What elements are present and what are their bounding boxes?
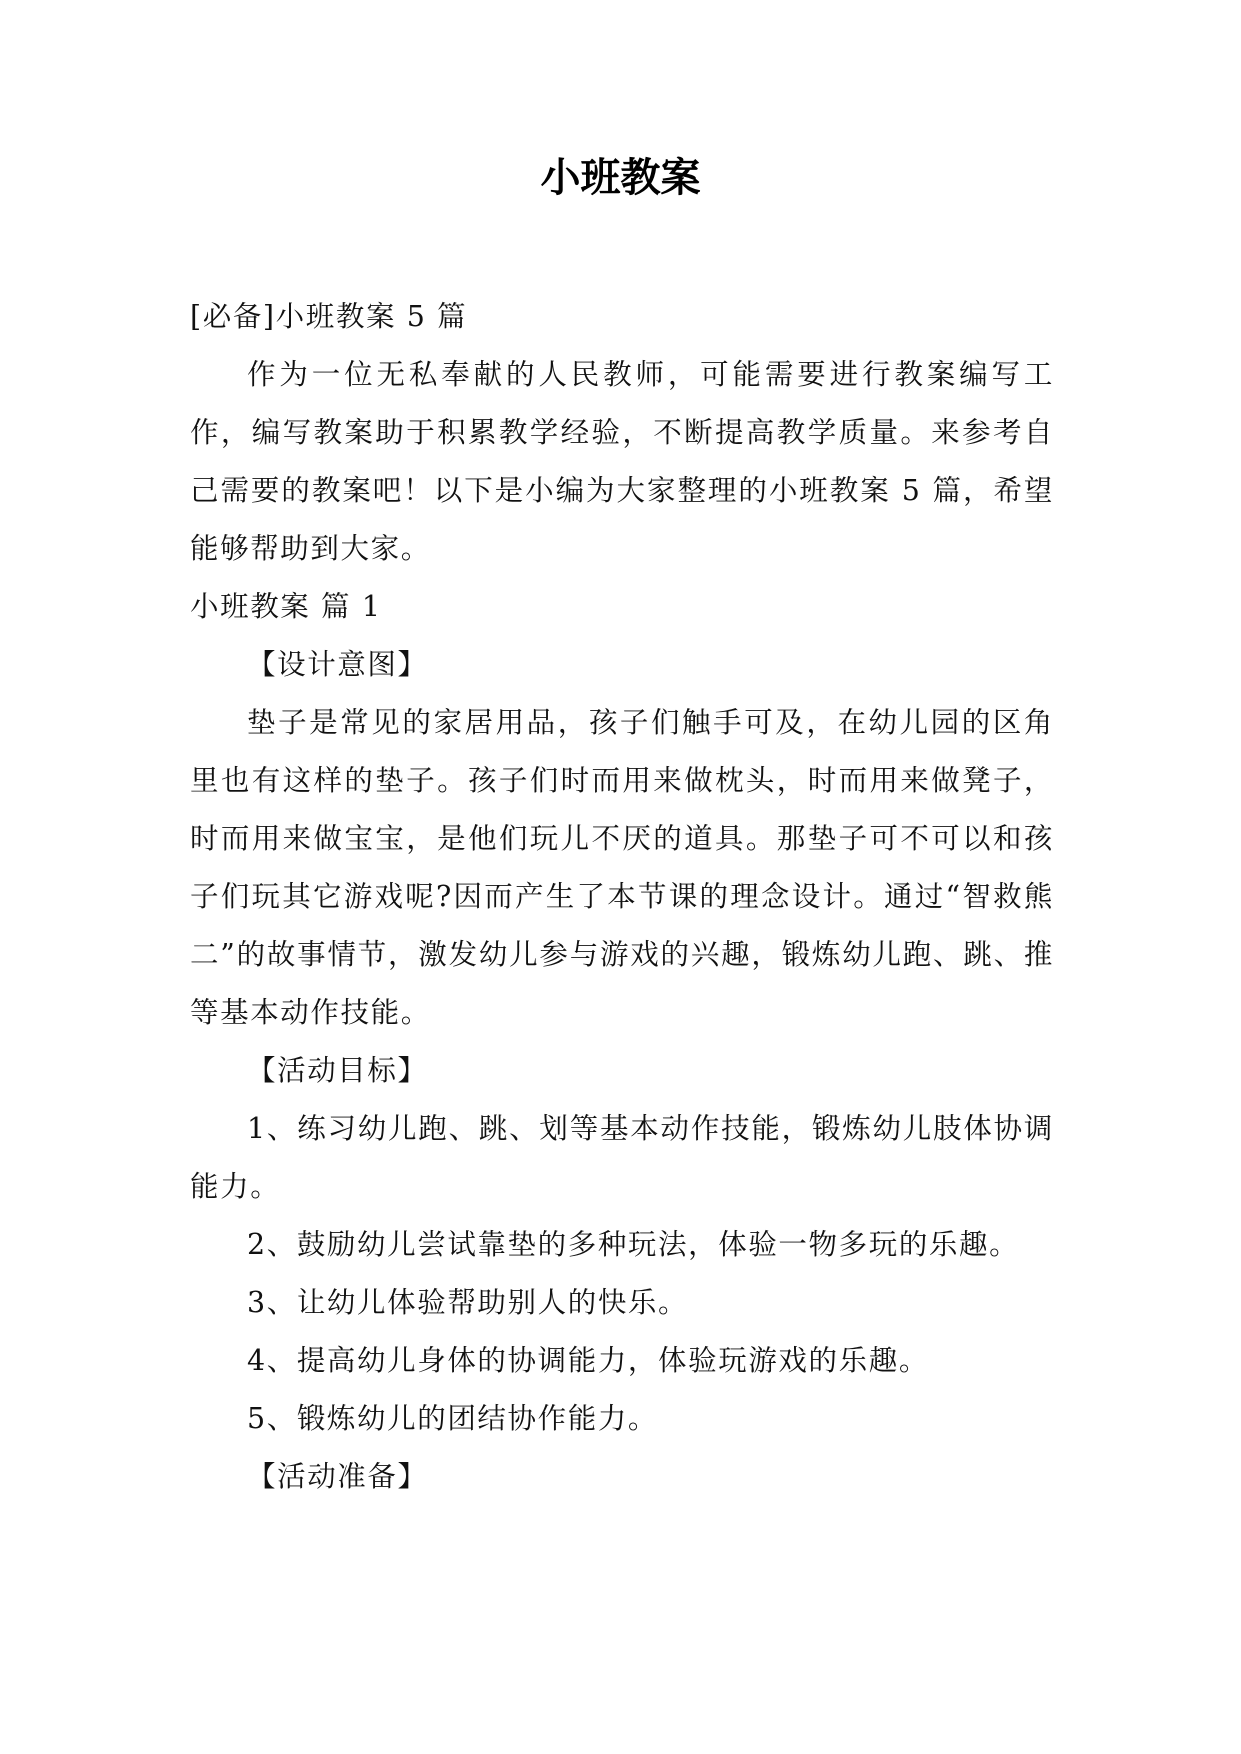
goal-item-4: 4、提高幼儿身体的协调能力，体验玩游戏的乐趣。 [247, 1344, 929, 1377]
intro-paragraph: 作为一位无私奉献的人民教师，可能需要进行教案编写工作，编写教案助于积累教学经验，不断提高教学质量。来参考自己需要的教案吧！以下是小编为大家整理的小班教案 5 篇，希望能够帮助到大家。 [190, 358, 1054, 565]
preparation-heading: 【活动准备】 [247, 1460, 428, 1493]
goal-item-1: 1、练习幼儿跑、跳、划等基本动作技能，锻炼幼儿肢体协调能力。 [190, 1112, 1054, 1203]
goal-item-2: 2、鼓励幼儿尝试靠垫的多种玩法，体验一物多玩的乐趣。 [247, 1228, 1020, 1261]
document-title: 小班教案 [540, 155, 701, 201]
section-heading: 小班教案 篇 1 [190, 590, 382, 623]
goals-heading: 【活动目标】 [247, 1054, 428, 1087]
goal-item-3: 3、让幼儿体验帮助别人的快乐。 [247, 1286, 689, 1319]
design-intent-paragraph: 垫子是常见的家居用品，孩子们触手可及，在幼儿园的区角里也有这样的垫子。孩子们时而用来做枕头，时而用来做凳子，时而用来做宝宝，是他们玩儿不厌的道具。那垫子可不可以和孩子们玩其它游戏呢?因而产生了本节课的理念设计。通过“智救熊二”的故事情节，激发幼儿参与游戏的兴趣，锻炼幼儿跑、跳、推等基本动作技能。 [190, 706, 1054, 1029]
document-body [190, 288, 1054, 1506]
subtitle-line: [必备]小班教案 5 篇 [190, 300, 468, 333]
goal-item-5: 5、锻炼幼儿的团结协作能力。 [247, 1402, 659, 1435]
design-intent-heading: 【设计意图】 [247, 648, 428, 681]
